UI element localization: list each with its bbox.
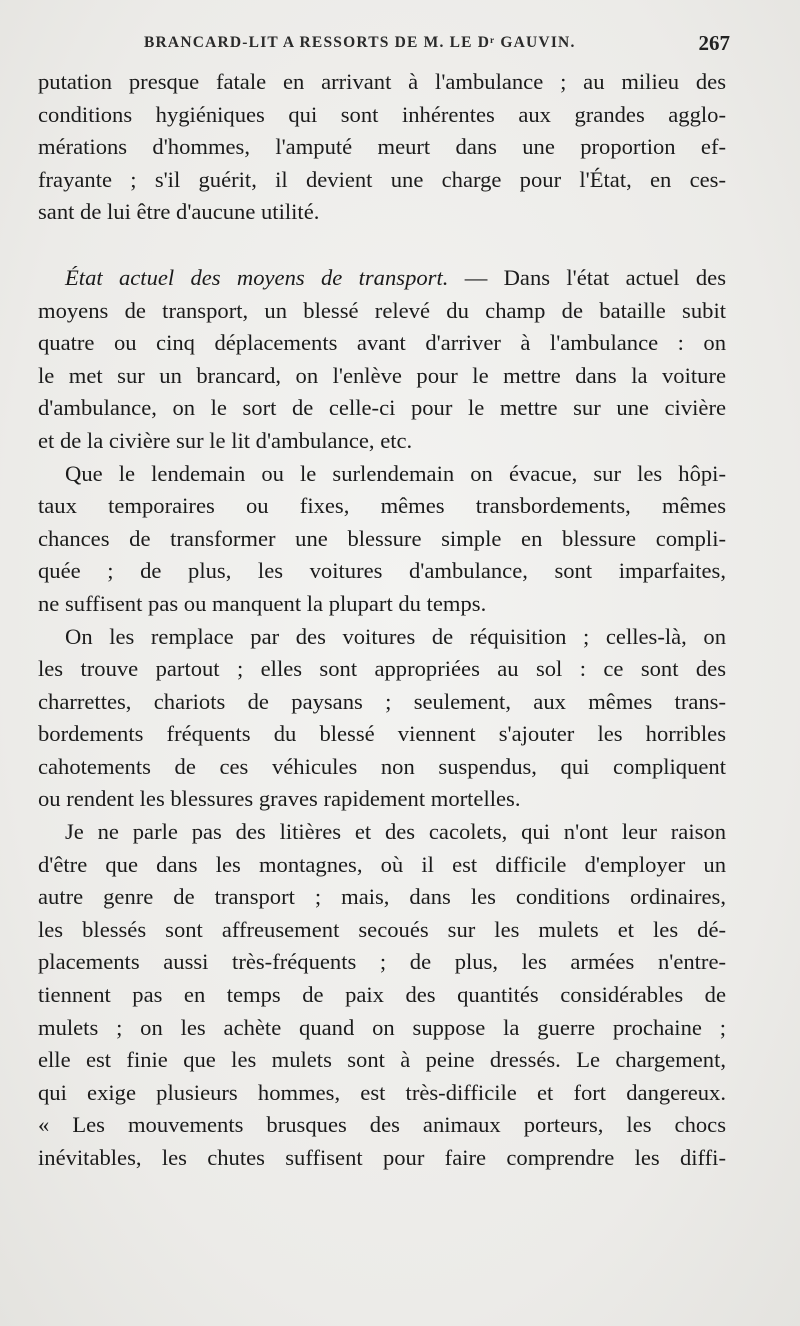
text-line: les blessés sont affreusement secoués sur les mulets et les dé-: [38, 916, 726, 942]
text-line: cahotements de ces véhicules non suspendus, qui compliquent: [38, 753, 726, 779]
heading-line-rest: — Dans l'état actuel des: [464, 264, 726, 290]
text-line: taux temporaires ou fixes, mêmes transbordements, mêmes: [38, 493, 726, 519]
text-line: On les remplace par des voitures de réquisition ; celles-là, on: [65, 623, 726, 649]
page-number: 267: [698, 31, 730, 55]
text-line: charrettes, chariots de paysans ; seulement, aux mêmes trans-: [38, 688, 726, 714]
text-line: quée ; de plus, les voitures d'ambulance, sont imparfaites,: [38, 558, 726, 584]
page-header: [40, 31, 730, 58]
text-line: chances de transformer une blessure simple en blessure compli-: [38, 525, 726, 551]
text-line: inévitables, les chutes suffisent pour faire comprendre les diffi-: [38, 1145, 726, 1170]
text-line: bordements fréquents du blessé viennent s'ajouter les horribles: [38, 721, 726, 747]
text-line: les trouve partout ; elles sont appropriées au sol : ce sont des: [38, 656, 726, 682]
section-gap: [38, 229, 726, 262]
paragraph: [38, 262, 726, 458]
text-line: frayante ; s'il guérit, il devient une charge pour l'État, en ces-: [38, 166, 726, 192]
text-line: putation presque fatale en arrivant à l'ambulance ; au milieu des: [38, 69, 726, 94]
paragraph: [38, 458, 726, 621]
text-line: moyens de transport, un blessé relevé du champ de bataille subit: [38, 297, 726, 323]
text-line: Que le lendemain ou le surlendemain on évacue, sur les hôpi-: [65, 460, 726, 486]
text-line: le met sur un brancard, on l'enlève pour le mettre dans la voiture: [38, 362, 726, 388]
text-line: Je ne parle pas des litières et des cacolets, qui n'ont leur raison: [65, 819, 726, 845]
text-line: mérations d'hommes, l'amputé meurt dans une proportion ef-: [38, 134, 726, 160]
section-heading-line: [38, 262, 726, 295]
text-line: d'être que dans les montagnes, où il est difficile d'employer un: [38, 851, 726, 877]
text-line: qui exige plusieurs hommes, est très-difficile et fort dangereux.: [38, 1079, 726, 1105]
text-line: quatre ou cinq déplacements avant d'arriver à l'ambulance : on: [38, 330, 726, 356]
paragraph: [38, 816, 726, 1175]
running-head: BRANCARD-LIT A RESSORTS DE M. LE Dʳ GAUVIN.: [144, 34, 576, 51]
paragraph: [38, 66, 726, 229]
text-line: ne suffisent pas ou manquent la plupart du temps.: [38, 590, 487, 616]
text-line: autre genre de transport ; mais, dans les conditions ordinaires,: [38, 884, 726, 910]
text-line: placements aussi très-fréquents ; de plus, les armées n'entre-: [38, 949, 726, 975]
text-line: d'ambulance, on le sort de celle-ci pour le mettre sur une civière: [38, 395, 726, 421]
section-heading: État actuel des moyens de transport.: [65, 264, 449, 290]
text-line: et de la civière sur le lit d'ambulance, etc.: [38, 427, 413, 453]
paragraph: [38, 621, 726, 817]
text-line: « Les mouvements brusques des animaux porteurs, les chocs: [38, 1112, 726, 1138]
text-line: sant de lui être d'aucune utilité.: [38, 199, 320, 225]
text-line: elle est finie que les mulets sont à peine dressés. Le chargement,: [38, 1047, 726, 1073]
body-text: [38, 66, 726, 1175]
text-line: conditions hygiéniques qui sont inhérentes aux grandes agglo-: [38, 101, 726, 127]
text-line: mulets ; on les achète quand on suppose la guerre prochaine ;: [38, 1014, 726, 1040]
text-line: ou rendent les blessures graves rapidement mortelles.: [38, 786, 521, 812]
text-line: tiennent pas en temps de paix des quantités considérables de: [38, 982, 726, 1008]
